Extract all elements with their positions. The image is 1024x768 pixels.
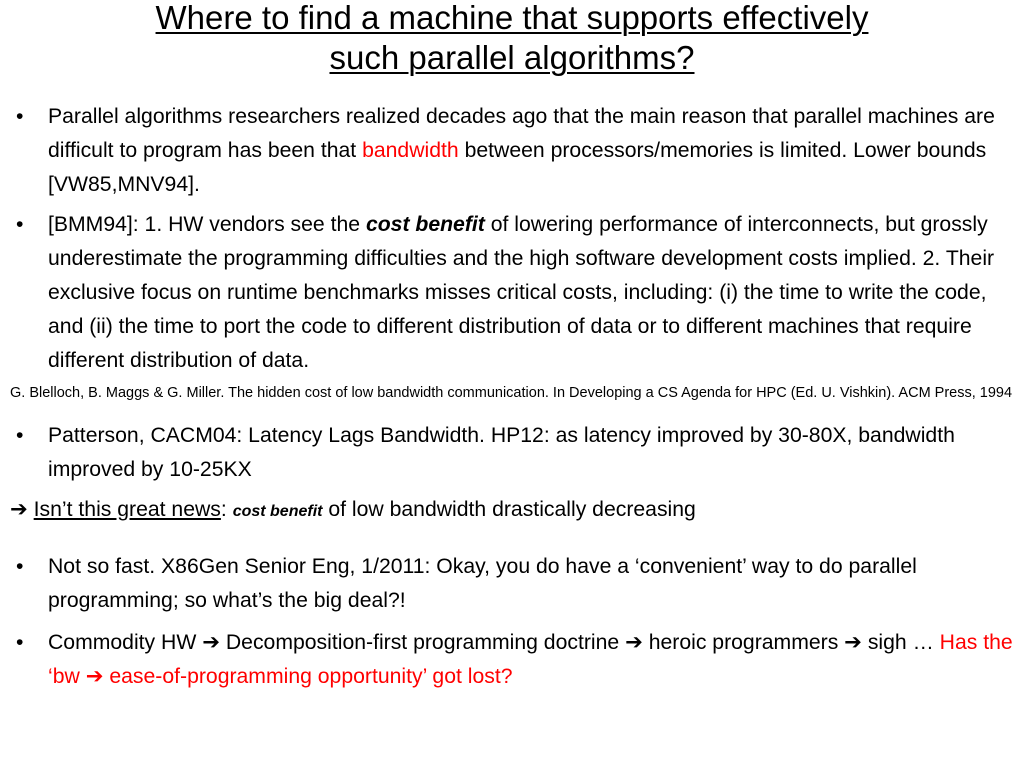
bullet-not-so-fast (10, 550, 1014, 618)
bullet-commodity-hw (10, 626, 1014, 694)
bullet-dot-icon: • (16, 423, 24, 447)
great-news-rest: of low bandwidth drastically decreasing (322, 497, 696, 521)
bullet-text: Parallel algorithms researchers realized decades ago that the main reason that parallel machines are difficult to program has been that (48, 105, 995, 162)
slide-body (10, 100, 1014, 694)
bullet-text: of lowering performance of interconnects, but grossly underestimate the programming difficulties and the high software development costs implied. 2. Their exclusive focus on runtime benchmarks misses critical costs, including: (i) the time to write the code, and (ii) the time to port the code to different distribution of data or to different machines that require different distribution of data. (48, 213, 995, 372)
slide-title-line2: such parallel algorithms? (329, 39, 695, 76)
bullet-dot-icon: • (16, 554, 24, 578)
bullet-text: [BMM94]: 1. HW vendors see the (48, 213, 366, 236)
bullet-dot-icon: • (16, 213, 24, 236)
bullet-bmm94 (10, 208, 1014, 378)
slide-title-line1: Where to find a machine that supports effectively (155, 0, 869, 36)
cost-benefit-small: cost benefit (232, 502, 323, 520)
right-arrow-icon: ➔ (844, 630, 862, 654)
great-news-line (10, 493, 1014, 529)
great-news-colon: : (220, 497, 233, 521)
right-arrow-icon: ➔ (202, 630, 220, 654)
red-question-part1: Has the ‘bw (48, 630, 1013, 688)
bullet-patterson (10, 419, 1014, 487)
bullet-text: sigh … (861, 630, 940, 654)
right-arrow-icon: ➔ (625, 630, 643, 654)
cost-benefit-emphasis: cost benefit (365, 213, 485, 236)
bandwidth-highlight: bandwidth (362, 139, 459, 162)
bullet-bandwidth (10, 100, 1014, 202)
bullet-text: Decomposition-first programming doctrine (219, 630, 626, 654)
citation: G. Blelloch, B. Maggs & G. Miller. The hidden cost of low bandwidth communication. In Developing a CS Agenda for HPC (Ed. U. Vishkin). ACM Press, 1994 (10, 385, 1013, 401)
great-news-underlined: Isn’t this great news (33, 497, 221, 521)
slide-title (20, 0, 1004, 78)
bullet-text: Patterson, CACM04: Latency Lags Bandwidth. HP12: as latency improved by 30-80X, bandwidth improved by 10-25KX (48, 423, 955, 481)
bullet-text: Commodity HW (48, 630, 203, 654)
bullet-dot-icon: • (16, 105, 24, 128)
red-question-part2: ease-of-programming opportunity’ got lost? (103, 664, 513, 688)
bullet-dot-icon: • (16, 630, 24, 654)
right-arrow-icon: ➔ (10, 497, 28, 521)
right-arrow-icon: ➔ (85, 664, 104, 688)
bullet-text: between processors/memories is limited. Lower bounds [VW85,MNV94]. (48, 139, 987, 196)
bullet-text: Not so fast. X86Gen Senior Eng, 1/2011: Okay, you do have a ‘convenient’ way to do parallel programming; so what’s the big deal?! (48, 554, 917, 612)
bullet-text: heroic programmers (642, 630, 845, 654)
